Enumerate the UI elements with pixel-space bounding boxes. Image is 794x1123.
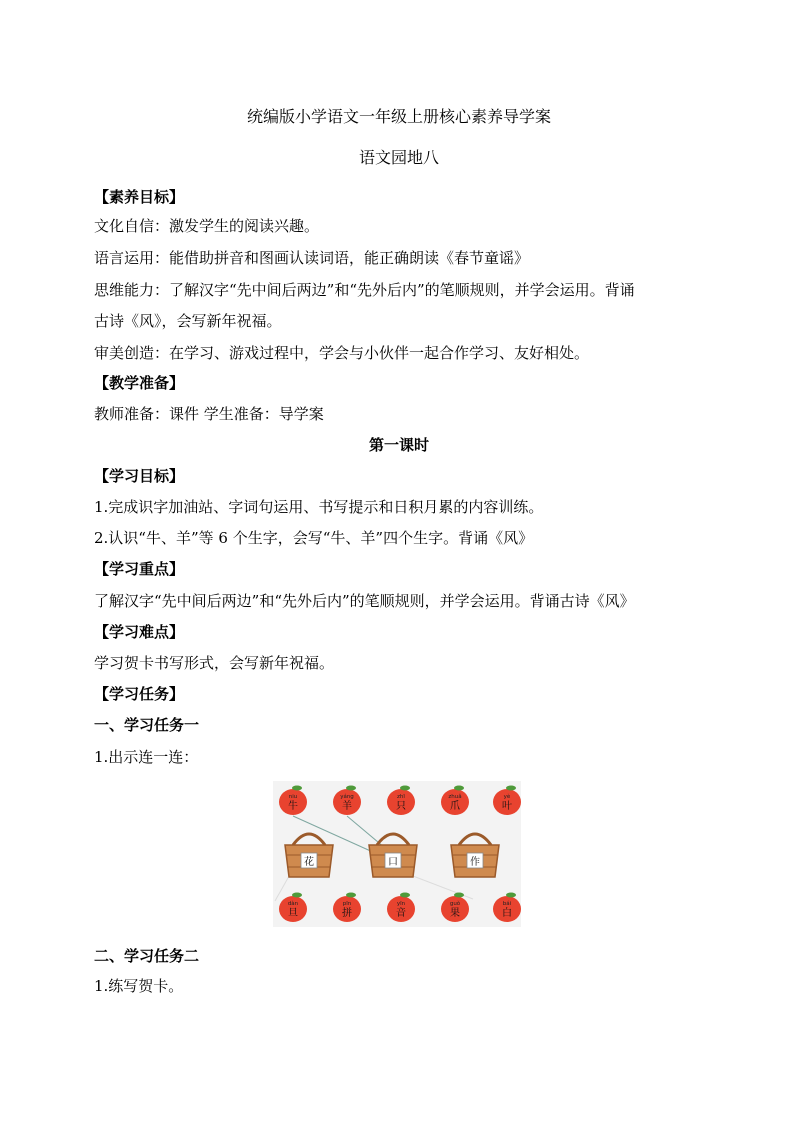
task-one-heading: 一、学习任务一 (94, 716, 200, 734)
goal-line-continued: 古诗《风》，会写新年祝福。 (94, 312, 282, 330)
apple-character: 爪 (450, 801, 460, 812)
leaf-icon (292, 893, 302, 898)
section-heading-prep: 【教学准备】 (94, 374, 185, 392)
leaf-icon (292, 786, 302, 791)
apple-pinyin: guǒ (449, 901, 461, 907)
apple-pinyin: pīn (342, 901, 352, 907)
leaf-icon (506, 786, 516, 791)
leaf-icon (400, 893, 410, 898)
section-heading-difficulty: 【学习难点】 (94, 623, 185, 641)
apple-character: 羊 (342, 801, 352, 812)
prep-line: 教师准备：课件 学生准备：导学案 (94, 405, 324, 423)
apple-pinyin: niu (288, 794, 298, 800)
apple-character: 拼 (342, 908, 352, 919)
section-heading-focus: 【学习重点】 (94, 560, 185, 578)
section-heading-tasks: 【学习任务】 (94, 685, 185, 703)
task-two-item: 1.练写贺卡。 (94, 977, 184, 995)
apple-character: 果 (450, 908, 460, 919)
apple-character: 牛 (288, 801, 298, 812)
apple-pinyin: bái (502, 901, 512, 907)
document-title: 统编版小学语文一年级上册核心素养导学案 (246, 107, 551, 126)
section-heading-goals: 【素养目标】 (94, 188, 185, 206)
apple-character: 白 (502, 908, 512, 919)
leaf-icon (346, 893, 356, 898)
objective-line: 2.认识“牛、羊”等 6 个生字，会写“牛、羊”四个生字。背诵《风》 (94, 529, 534, 547)
apple-character: 旦 (288, 908, 298, 919)
section-heading-objectives: 【学习目标】 (94, 467, 185, 485)
goal-line: 思维能力：了解汉字“先中间后两边”和“先外后内”的笔顺规则，并学会运用。背诵 (94, 281, 635, 299)
leaf-icon (454, 893, 464, 898)
matching-game-figure (273, 781, 521, 927)
leaf-icon (400, 786, 410, 791)
apple-pinyin: dàn (287, 901, 299, 907)
apple-pinyin: yè (503, 794, 511, 800)
lesson-title: 第一课时 (368, 436, 429, 454)
task-two-heading: 二、学习任务二 (94, 947, 200, 965)
basket-character: 花 (304, 857, 314, 868)
apple-character: 只 (396, 801, 406, 812)
basket-character: 作 (470, 857, 480, 868)
apple-pinyin: zhuǎ (448, 794, 462, 800)
leaf-icon (506, 893, 516, 898)
objective-line: 1.完成识字加油站、字词句运用、书写提示和日积月累的内容训练。 (94, 498, 544, 516)
goal-line: 语言运用：能借助拼音和图画认读词语，能正确朗读《春节童谣》 (94, 249, 530, 267)
goal-line: 文化自信：激发学生的阅读兴趣。 (94, 217, 320, 235)
difficulty-line: 学习贺卡书写形式，会写新年祝福。 (94, 654, 335, 672)
task-one-item: 1.出示连一连： (94, 748, 199, 766)
leaf-icon (454, 786, 464, 791)
apple-pinyin: zhī (397, 794, 405, 800)
apple-character: 音 (396, 908, 406, 919)
basket-character: 口 (388, 857, 398, 868)
apple-pinyin: yáng (340, 794, 354, 800)
document-subtitle: 语文园地八 (358, 148, 439, 167)
apple-pinyin: yīn (396, 901, 406, 907)
focus-line: 了解汉字“先中间后两边”和“先外后内”的笔顺规则，并学会运用。背诵古诗《风》 (94, 592, 635, 610)
apple-character: 叶 (502, 801, 512, 812)
goal-line: 审美创造：在学习、游戏过程中，学会与小伙伴一起合作学习、友好相处。 (94, 344, 590, 362)
leaf-icon (346, 786, 356, 791)
